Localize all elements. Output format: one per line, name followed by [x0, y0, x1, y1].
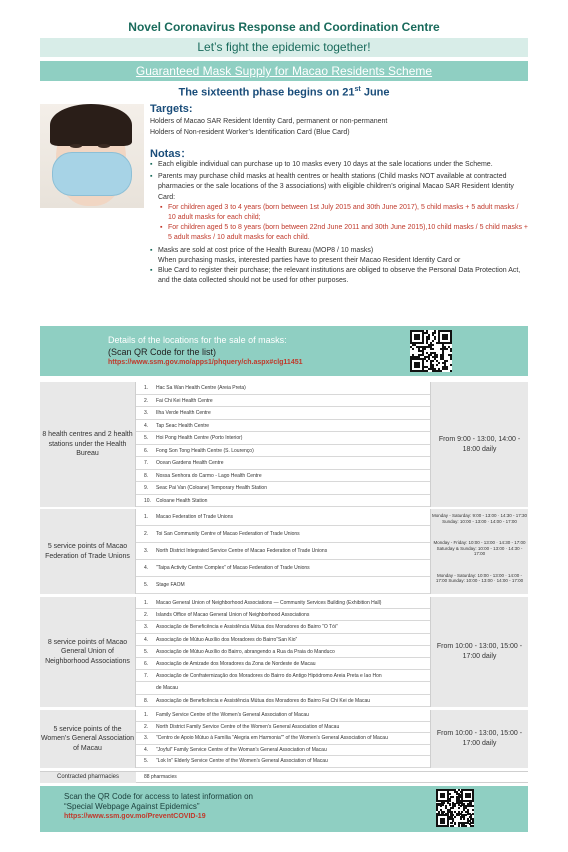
group-label-trade	[40, 509, 136, 594]
location-number: 3.	[144, 624, 149, 631]
location-number: 1.	[144, 385, 149, 391]
location-number: 6.	[144, 447, 149, 454]
notes-list	[150, 160, 528, 286]
location-number: 2.	[144, 612, 149, 619]
targets-heading: Targets:	[150, 103, 193, 115]
location-item	[136, 682, 430, 694]
location-name: de Macau	[156, 685, 178, 692]
footer-url-link[interactable]: https://www.ssm.gov.mo/PreventCOVID-19	[64, 813, 206, 820]
location-number: 4.	[144, 746, 149, 753]
contracted-pharmacies-row	[40, 771, 528, 783]
location-name: Fai Chi Kei Health Centre	[156, 397, 213, 404]
note-item: ▪ Parents may purchase child masks at health centres or health stations (Child masks NOT available at contracted pharmacies or the sale locations of the 3 associations) with eligible children’s original Macao SAR Resident Identity Card:	[150, 173, 514, 201]
note-subline: When purchasing masks, interested parties have to present their Macao Resident Identity Card or	[158, 256, 461, 264]
location-name: Associação de Confraternização dos Moradores do Bairro do Antigo Hipódromo Areia Preta e Iao Hon	[156, 673, 382, 680]
slogan-bar: Let’s fight the epidemic together!	[40, 38, 528, 57]
note-text: Parents may purchase child masks at health centres or health stations (Child masks NOT available at contracted pharmacies or the sale locations of the 3 associations) with eligible children’s original Macao SAR Resident Identity Card:	[158, 173, 514, 201]
location-item	[136, 710, 430, 722]
hours-text: Monday - Friday: 10:00 - 13:00 · 14:30 - 17:00 Saturday & Sunday: 10:00 - 13:00 · 14:30 - 17:00	[433, 540, 526, 556]
scheme-bar: Guaranteed Mask Supply for Macao Residents Scheme	[40, 61, 528, 81]
location-item	[136, 382, 430, 395]
location-item	[136, 457, 430, 470]
hours-text: From 10:00 - 13:00, 15:00 - 17:00 daily	[436, 730, 523, 747]
location-item	[136, 407, 430, 420]
location-number: 3.	[144, 735, 149, 742]
location-item	[136, 621, 430, 633]
location-item	[136, 722, 430, 734]
hours-text: From 9:00 - 13:00, 14:00 - 18:00 daily	[438, 435, 521, 453]
note-text: For children aged 3 to 4 years (born between 1st July 2015 and 30th June 2017), 5 child masks + 5 adult masks / 10 adult masks for each child;	[168, 203, 519, 222]
location-item	[136, 509, 430, 526]
location-item	[136, 445, 430, 458]
notas-heading: Notas：	[150, 148, 192, 160]
location-item	[136, 733, 430, 745]
group-label-text: 5 service points of Macao Federation of Trade Unions	[45, 543, 130, 560]
note-item: ▪ Masks are sold at cost price of the Health Bureau (MOP8 / 10 masks)	[150, 246, 374, 254]
note-text: For children aged 5 to 8 years (born between 22nd June 2011 and 30th June 2015),10 child masks / 5 child masks + 5 adult masks / 10 adult masks for each child.	[168, 224, 529, 242]
location-name: “Joyful” Family Service Centre of the Woman’s General Association of Macau	[156, 746, 327, 753]
masked-woman-photo	[40, 104, 144, 208]
location-number: 5.	[144, 758, 149, 765]
location-name: Hoi Pong Health Centre (Porto Interior)	[156, 435, 243, 441]
location-number: 2.	[144, 723, 149, 730]
location-name: Family Service Centre of the Women’s General Association of Macau	[156, 712, 309, 718]
group-hours-women	[430, 710, 528, 768]
target-line: Holders of Non-resident Worker’s Identification Card (Blue Card)	[150, 129, 350, 136]
location-name: “Centro de Apoio Mútuo à Família “Alegria em Harmonia”” of the Women’s General Association of Macau	[156, 735, 388, 742]
location-item	[136, 495, 430, 508]
note-text: Each eligible individual can purchase up to 10 masks every 10 days at the sale locations under the Scheme.	[158, 161, 493, 168]
location-name: Toi San Community Centre of Macao Federation of Trade Unions	[156, 531, 300, 537]
location-name: Tap Seac Health Centre	[156, 422, 210, 429]
phase-prefix: The sixteenth phase begins on 21	[178, 86, 355, 99]
location-number: 1.	[144, 600, 149, 606]
location-item	[136, 634, 430, 646]
location-name: Macao General Union of Neighborhood Associations — Community Services Building (Exhibition Hall)	[156, 600, 382, 606]
location-name: “Lok In” Elderly Service Centre of the Women’s General Association of Macau	[156, 758, 328, 765]
location-item	[136, 526, 430, 543]
location-name: North District Family Service Centre of the Women’s General Association of Macau	[156, 723, 340, 730]
location-number: 4.	[144, 422, 149, 429]
location-name: Associação de Amizade dos Moradores da Zona de Nordeste de Macau	[156, 661, 316, 667]
phase-sup: st	[354, 86, 361, 93]
hours-text: Monday - Saturday: 10:00 - 13:00 · 14:00 - 17:00 Sunday: 10:00 - 13:00 · 14:00 - 17:00	[435, 572, 524, 583]
location-item	[136, 597, 430, 609]
group-hours-trade	[430, 509, 528, 594]
group-label-health	[40, 382, 136, 507]
trade-location-list	[136, 509, 430, 594]
note-text: Blue Card to register their purchase; the relevant institutions are obliged to observe the Personal Data Protection Act, and the data collected should not be used for other purposes.	[158, 267, 521, 285]
location-item	[136, 756, 430, 768]
location-item	[136, 560, 430, 577]
location-number: 5.	[144, 435, 149, 441]
location-item	[136, 577, 430, 594]
location-number: 1.	[144, 514, 149, 520]
location-name: Nossa Senhora do Carmo - Lago Health Centre	[156, 472, 262, 479]
location-name: Seac Pai Van (Coloane) Temporary Health Station	[156, 485, 267, 491]
health-location-list	[136, 382, 430, 507]
footer-qr-code[interactable]	[436, 789, 474, 827]
location-number: 2.	[144, 397, 149, 404]
pharmacies-value: 88 pharmacies	[144, 774, 177, 780]
location-item	[136, 482, 430, 495]
note-item: ▪ Blue Card to register their purchase; the relevant institutions are obliged to observe the Personal Data Protection Act, and the data collected should not be used for other purposes.	[150, 267, 521, 285]
phase-suffix: June	[360, 86, 390, 99]
note-item: ▪ Each eligible individual can purchase up to 10 masks every 10 days at the sale locations under the Scheme.	[150, 161, 493, 168]
location-number: 8.	[144, 472, 149, 479]
location-name: Islands Office of Macao General Union of Neighborhood Associations	[156, 612, 310, 619]
location-number: 10.	[144, 497, 151, 504]
location-item	[136, 609, 430, 621]
pharmacies-label: Contracted pharmacies	[40, 772, 136, 783]
location-number: 2.	[144, 531, 149, 537]
footer-line1: Scan the QR Code for access to latest information on	[64, 792, 253, 801]
location-name: Hac Sa Wan Health Centre (Areia Preta)	[156, 385, 246, 391]
neighbour-location-list	[136, 597, 430, 707]
location-name: Associação de Beneficência e Assistência Mútua dos Moradores do Bairro Fai Chi Kei de Macau	[156, 697, 371, 704]
location-item	[136, 395, 430, 408]
location-number: 5.	[144, 648, 149, 655]
note-subitem: ▪ For children aged 5 to 8 years (born between 22nd June 2011 and 30th June 2015),10 child masks / 5 child masks + 5 adult masks / 10 adult masks for each child.	[160, 224, 529, 242]
women-location-list	[136, 710, 430, 768]
location-number: 7.	[144, 673, 149, 680]
location-number: 4.	[144, 636, 149, 643]
locations-title: Details of the locations for the sale of masks:	[108, 335, 287, 345]
hours-text: From 10:00 - 13:00, 15:00 - 17:00 daily	[436, 643, 523, 660]
location-item	[136, 670, 430, 682]
location-item	[136, 658, 430, 670]
location-name: North District Integrated Service Centre of Macao Federation of Trade Unions	[156, 548, 328, 554]
phase-line	[0, 86, 568, 99]
locations-url-link[interactable]: https://www.ssm.gov.mo/apps1/phquery/ch.aspx#clg11451	[108, 359, 303, 366]
group-hours-neighbour	[430, 597, 528, 707]
group-label-neighbour	[40, 597, 136, 707]
location-item	[136, 745, 430, 757]
location-name: Ocean Gardens Health Centre	[156, 460, 224, 466]
group-hours-health	[430, 382, 528, 507]
group-label-text: 5 service points of the Women’s General Association of Macau	[40, 725, 135, 752]
location-number: 6.	[144, 661, 149, 667]
location-number: 3.	[144, 410, 149, 416]
location-name: Associação de Mútuo Auxílio do Bairro, abrangendo a Rua da Praia do Manduco	[156, 648, 335, 655]
location-item	[136, 543, 430, 560]
locations-scan-hint: (Scan QR Code for the list)	[108, 347, 217, 357]
footer-line2: “Special Webpage Against Epidemics”	[64, 802, 200, 811]
location-name: Ilha Verde Health Centre	[156, 410, 211, 416]
location-name: Associação de Mútuo Auxílio dos Moradores do Bairro“San Kio”	[156, 636, 298, 643]
group-label-women	[40, 710, 136, 768]
location-number: 8.	[144, 697, 149, 704]
location-number: 9.	[144, 485, 149, 491]
location-name: Macao Federation of Trade Unions	[156, 514, 233, 520]
target-line: Holders of Macao SAR Resident Identity Card, permanent or non-permanent	[150, 118, 388, 125]
org-title: Novel Coronavirus Response and Coordination Centre	[128, 20, 440, 34]
location-item	[136, 470, 430, 483]
group-label-text: 8 service points of Macao General Union of Neighborhood Associations	[45, 638, 130, 665]
location-name: “Taipa Activity Centre Complex” of Macao Federation of Trade Unions	[156, 565, 310, 571]
location-name: Associação de Beneficência e Assistência Mútua dos Moradores do Bairro “O Tói”	[156, 624, 338, 631]
location-number: 4.	[144, 565, 149, 571]
location-number: 3.	[144, 548, 149, 554]
location-number: 1.	[144, 712, 149, 718]
location-item	[136, 695, 430, 707]
location-number: 7.	[144, 460, 149, 466]
location-name: Coloane Health Station	[156, 497, 208, 504]
location-item	[136, 432, 430, 445]
group-label-text: 8 health centres and 2 health stations under the Health Bureau	[42, 431, 133, 458]
location-name: Fong Son Tong Health Centre (S. Lourenço)	[156, 447, 254, 454]
location-name: Stage FAOM	[156, 582, 185, 588]
location-item	[136, 646, 430, 658]
location-item	[136, 420, 430, 433]
note-subitem: ▪ For children aged 3 to 4 years (born between 1st July 2015 and 30th June 2017), 5 child masks + 5 adult masks / 10 adult masks for each child;	[160, 203, 519, 222]
hours-text: Monday - Saturday: 9:00 - 13:00 · 14:30 - 17:30 Sunday: 10:00 - 13:00 · 14:00 - 17:00	[431, 513, 528, 524]
location-number: 5.	[144, 582, 149, 588]
note-text: Masks are sold at cost price of the Health Bureau (MOP8 / 10 masks)	[158, 246, 374, 254]
locations-qr-code[interactable]	[410, 330, 452, 372]
